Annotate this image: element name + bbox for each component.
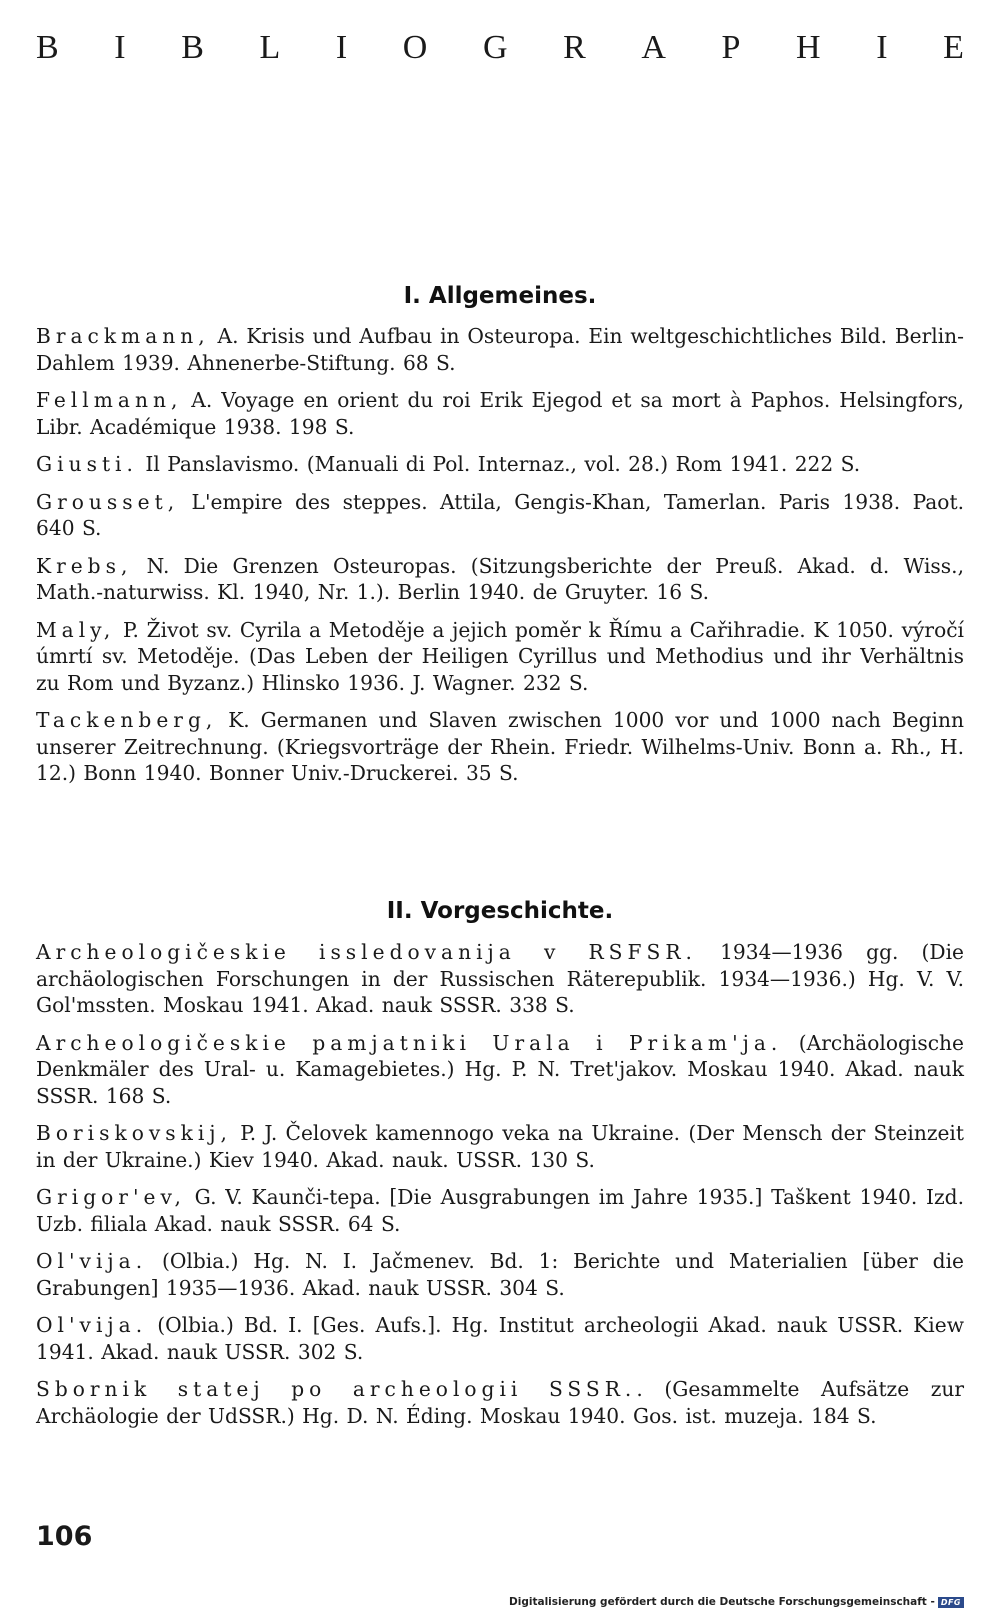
running-head-letter: I bbox=[876, 29, 888, 66]
entry-text: (Archäologische Denkmäler des Ural- u. Kamagebietes.) Hg. P. N. Tret'jakov. Moskau 1940. Akad. nauk SSSR. 168 S. bbox=[36, 1030, 964, 1108]
digitization-footer bbox=[509, 1596, 964, 1608]
running-head-letter: I bbox=[114, 29, 126, 66]
entry-text: P. Život sv. Cyrila a Metoděje a jejich poměr k Římu a Cařihradie. K 1050. výročí úmrtí sv. Metoděje. (Das Leben der Heiligen Cyrillus und Methodius und ihr Verhältnis zu Rom und Byzanz.) Hlinsko 1936. J. Wagner. 232 S. bbox=[36, 617, 964, 695]
bibliography-entry bbox=[36, 323, 964, 376]
entry-text: Il Panslavismo. (Manuali di Pol. Internaz., vol. 28.) Rom 1941. 222 S. bbox=[137, 452, 861, 476]
bibliography-entry bbox=[36, 1248, 964, 1301]
entry-text: A. Krisis und Aufbau in Osteuropa. Ein weltgeschichtliches Bild. Berlin-Dahlem 1939. Ahnenerbe-Stiftung. 68 S. bbox=[36, 324, 964, 375]
running-head-letter: L bbox=[259, 29, 281, 66]
running-head-letter: H bbox=[796, 29, 821, 66]
section-heading-allgemeines: I. Allgemeines. bbox=[403, 283, 597, 309]
entry-text: . (Gesammelte Aufsätze zur Archäologie der UdSSR.) Hg. D. N. Éding. Moskau 1940. Gos. ist. muzeja. 184 S. bbox=[36, 1377, 964, 1428]
running-head-letter: P bbox=[721, 29, 741, 66]
entry-author: Archeologičeskie pamjatniki Urala i Prikam'ja. bbox=[36, 1030, 783, 1055]
bibliography-entry bbox=[36, 489, 964, 542]
section-entries-vorgeschichte bbox=[36, 939, 964, 1429]
footer-text: Digitalisierung gefördert durch die Deutsche Forschungsgemeinschaft - bbox=[509, 1596, 935, 1608]
entry-text: K. Germanen und Slaven zwischen 1000 vor und 1000 nach Beginn unserer Zeitrechnung. (Kriegsvorträge der Rhein. Friedr. Wilhelms-Univ. Bonn a. Rh., H. 12.) Bonn 1940. Bonner Univ.-Druckerei. 35 S. bbox=[36, 708, 964, 785]
bibliography-entry bbox=[36, 1376, 964, 1429]
bibliography-entry bbox=[36, 707, 964, 787]
entry-author: Ol'vija. bbox=[36, 1313, 148, 1337]
entry-author: Fellmann, bbox=[36, 388, 183, 412]
bibliography-entry bbox=[36, 1184, 964, 1237]
bibliography-entry bbox=[36, 1030, 964, 1110]
entry-text: A. Voyage en orient du roi Erik Ejegod et sa mort à Paphos. Helsingfors, Libr. Académique 1938. 198 S. bbox=[36, 388, 964, 439]
running-head-letter: B bbox=[181, 29, 204, 66]
entry-author: Brackmann, bbox=[36, 324, 210, 348]
entry-author: Sbornik statej po archeologii SSSR. bbox=[36, 1377, 637, 1401]
entry-author: Krebs, bbox=[36, 553, 133, 578]
bibliography-entry bbox=[36, 387, 964, 440]
section-heading-vorgeschichte: II. Vorgeschichte. bbox=[386, 898, 614, 924]
page bbox=[36, 0, 964, 1618]
entry-author: Tackenberg, bbox=[36, 708, 218, 732]
page-number: 106 bbox=[36, 1521, 93, 1552]
entry-text: (Olbia.) Bd. I. [Ges. Aufs.]. Hg. Institut archeologii Akad. nauk USSR. Kiew 1941. Akad. nauk USSR. 302 S. bbox=[36, 1313, 964, 1364]
running-head-letter: I bbox=[335, 29, 348, 66]
bibliography-entry bbox=[36, 617, 964, 697]
dfg-logo-icon: DFG bbox=[938, 1597, 964, 1608]
running-head-letter: A bbox=[641, 29, 666, 66]
section-entries-allgemeines bbox=[36, 323, 964, 787]
entry-text: P. J. Čelovek kamennogo veka na Ukraine. (Der Mensch der Steinzeit in der Ukraine.) Kiev 1940. Akad. nauk. USSR. 130 S. bbox=[36, 1121, 964, 1172]
running-head-letter: R bbox=[563, 29, 586, 66]
entry-text: 1934—1936 gg. (Die archäologischen Forschungen in der Russischen Räterepublik. 1934—1936.) Hg. V. V. Gol'mssten. Moskau 1941. Akad. nauk SSSR. 338 S. bbox=[36, 940, 964, 1017]
entry-author: Giusti. bbox=[36, 452, 138, 476]
running-head bbox=[36, 28, 964, 68]
running-head-letter: G bbox=[482, 29, 508, 66]
entry-text: N. Die Grenzen Osteuropas. (Sitzungsberichte der Preuß. Akad. d. Wiss., Math.-naturwiss. Kl. 1940, Nr. 1.). Berlin 1940. de Gruyter. 16 S. bbox=[36, 553, 964, 604]
entry-author: Boriskovskij, bbox=[36, 1121, 232, 1145]
entry-text: G. V. Kaunči-tepa. [Die Ausgrabungen im Jahre 1935.] Taškent 1940. Izd. Uzb. filiala Akad. nauk SSSR. 64 S. bbox=[36, 1185, 964, 1236]
bibliography-entry bbox=[36, 1312, 964, 1365]
entry-text: L'empire des steppes. Attila, Gengis-Khan, Tamerlan. Paris 1938. Paot. 640 S. bbox=[36, 489, 964, 540]
entry-text: (Olbia.) Hg. N. I. Jačmenev. Bd. 1: Berichte und Materialien [über die Grabungen] 1935—1936. Akad. nauk USSR. 304 S. bbox=[36, 1249, 964, 1300]
bibliography-entry bbox=[36, 1120, 964, 1173]
running-head-letter: E bbox=[943, 29, 964, 66]
bibliography-entry bbox=[36, 939, 964, 1019]
running-head-letter: B bbox=[36, 29, 59, 66]
bibliography-entry bbox=[36, 451, 964, 478]
entry-author: Ol'vija. bbox=[36, 1249, 148, 1273]
bibliography-entry bbox=[36, 553, 964, 606]
entry-author: Grousset, bbox=[36, 489, 180, 514]
entry-author: Grigor'ev, bbox=[36, 1185, 186, 1209]
entry-author: Maly, bbox=[36, 617, 116, 642]
running-head-letter: O bbox=[402, 29, 428, 66]
entry-author: Archeologičeskie issledovanija v RSFSR. bbox=[36, 940, 697, 964]
